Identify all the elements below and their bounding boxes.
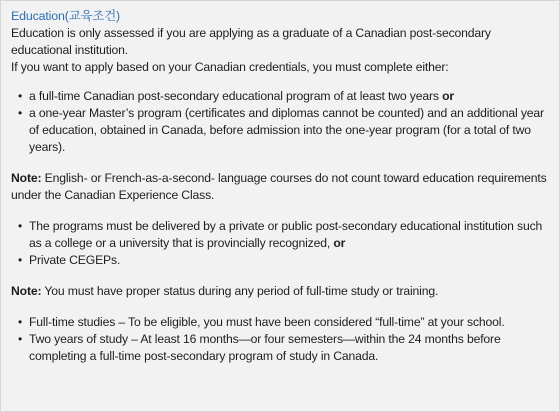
list-item (11, 252, 549, 269)
note-label: Note: (11, 171, 42, 185)
or-conjunction: or (442, 89, 454, 103)
list-item-text: The programs must be delivered by a private or public post-secondary educational institution such as a college or a university that is provincially recognized, (29, 219, 543, 250)
intro-paragraph-2: If you want to apply based on your Canadian credentials, you must complete either: (11, 60, 449, 74)
list-item-text: Full-time studies – To be eligible, you must have been considered “full-time” at your school. (29, 315, 505, 329)
institution-list (11, 218, 549, 269)
note-status (11, 283, 549, 300)
note-text: English- or French-as-a-second- language courses do not count toward education requirements under the Canadian Experience Class. (11, 171, 547, 202)
list-item-text: a full-time Canadian post-secondary educational program of at least two years (29, 89, 443, 103)
list-item (11, 314, 549, 331)
list-item (11, 88, 549, 105)
list-item-text: Two years of study – At least 16 months—or four semesters—within the 24 months before completing a full-time post-secondary program of study in Canada. (29, 332, 501, 363)
list-item (11, 331, 549, 365)
or-conjunction: or (333, 236, 346, 250)
note-text: You must have proper status during any period of full-time study or training. (41, 284, 439, 298)
note-label: Note: (11, 284, 42, 298)
education-heading: Education(교육조건) (11, 9, 120, 23)
list-item (11, 218, 549, 252)
list-item-text: Private CEGEPs. (29, 253, 121, 267)
study-requirements-list (11, 314, 549, 365)
intro-paragraph-1: Education is only assessed if you are applying as a graduate of a Canadian post-secondary educational institution. (11, 26, 491, 57)
list-item-text: a one-year Master’s program (certificates and diplomas cannot be counted) and an additional year of education, obtained in Canada, before admission into the one-year program (for a total of two years). (29, 106, 544, 154)
credential-options-list (11, 88, 549, 156)
list-item (11, 105, 549, 156)
note-language-courses (11, 170, 549, 204)
